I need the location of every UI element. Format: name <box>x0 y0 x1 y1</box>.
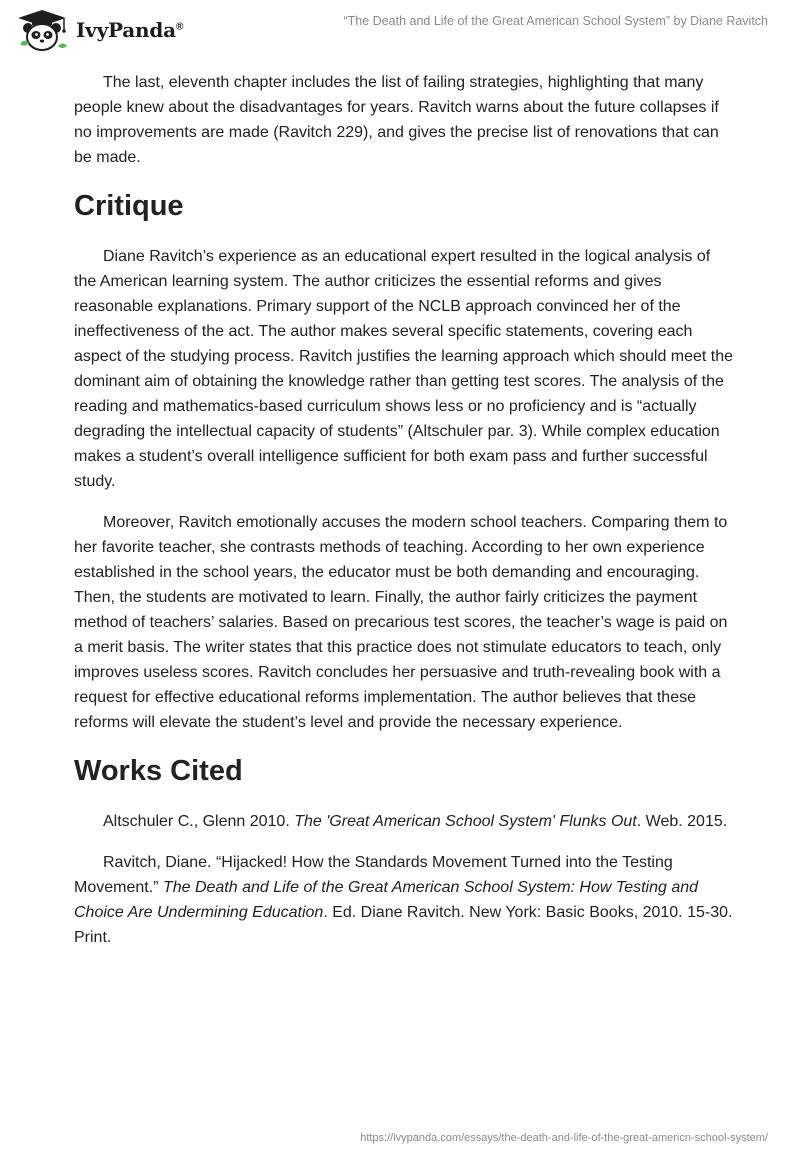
panda-mascot-icon <box>14 8 70 52</box>
brand-name: IvyPanda® <box>76 18 184 42</box>
intro-paragraph: The last, eleventh chapter includes the list of failing strategies, highlighting that many people knew about the disadvantages for years. Ravitch warns about the future collapses if no improvements are made (Ravitch 229), and gives the precise list of renovations that can be made. <box>74 74 719 166</box>
works-cited-heading: Works Cited <box>74 755 243 787</box>
source-url[interactable]: https://ivypanda.com/essays/the-death-and-life-of-the-great-americn-school-system/ <box>360 1132 768 1144</box>
citation-altschuler: Altschuler C., Glenn 2010. The 'Great American School System' Flunks Out. Web. 2015. <box>103 813 728 830</box>
page-header <box>0 0 800 64</box>
critique-heading: Critique <box>74 190 184 222</box>
citation-ravitch: Ravitch, Diane. “Hijacked! How the Standards Movement Turned into the Testing Movement.” The Death and Life of the Great American School System: How Testing and Choice Are Undermining Education. Ed. Diane Ravitch. New York: Basic Books, 2010. 15-30. Print. <box>74 854 733 946</box>
ivypanda-logo[interactable] <box>14 8 183 52</box>
document-title: “The Death and Life of the Great American School System” by Diane Ravitch <box>343 14 768 28</box>
critique-paragraph-1: Diane Ravitch’s experience as an educational expert resulted in the logical analysis of the American learning system. The author criticizes the essential reforms and gives reasonable explanations. Primary support of the NCLB approach convinced her of the ineffectiveness of the act. The author makes several specific statements, covering each aspect of the studying process. Ravitch justifies the learning approach which should meet the dominant aim of obtaining the knowledge rather than getting test scores. The analysis of the reading and mathematics-based curriculum shows less or no proficiency and is “actually degrading the intellectual capacity of students” (Altschuler par. 3). While complex education makes a student’s overall intelligence sufficient for both exam pass and further successful study. <box>74 248 734 490</box>
critique-paragraph-2: Moreover, Ravitch emotionally accuses the modern school teachers. Comparing them to her favorite teacher, she contrasts methods of teaching. According to her own experience established in the school years, the educator must be both demanding and encouraging. Then, the students are motivated to learn. Finally, the author fairly criticizes the payment method of teachers’ salaries. Based on precarious test scores, the teacher’s wage is paid on a merit basis. The writer states that this practice does not stimulate educators to teach, only improves useless scores. Ravitch concludes her persuasive and truth-revealing book with a request for effective educational reforms implementation. The author believes that these reforms will elevate the student’s level and provide the necessary experience. <box>74 514 728 731</box>
essay-content <box>74 70 734 966</box>
